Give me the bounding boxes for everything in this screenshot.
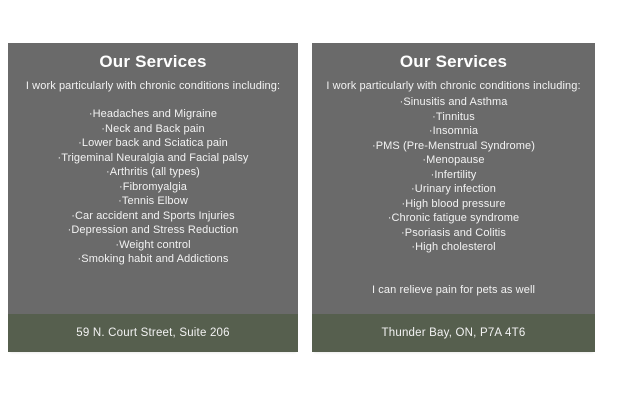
panel-subtitle: I work particularly with chronic conditions including:: [25, 80, 281, 92]
address-text: Thunder Bay, ON, P7A 4T6: [381, 327, 526, 339]
address-text: 59 N. Court Street, Suite 206: [76, 327, 230, 339]
address-bar: [312, 314, 595, 352]
list-item: ·Weight control: [115, 238, 191, 251]
list-item: ·Lower back and Sciatica pain: [78, 137, 228, 149]
services-list: [312, 95, 595, 255]
pets-note: I can relieve pain for pets as well: [371, 283, 536, 296]
list-item: ·PMS (Pre-Menstrual Syndrome): [371, 139, 536, 152]
list-item: ·Tennis Elbow: [118, 195, 188, 207]
list-item: ·Infertility: [430, 168, 477, 181]
list-item: ·Tinnitus: [432, 110, 475, 123]
list-item: ·Menopause: [422, 154, 485, 166]
address-bar: [8, 314, 298, 352]
list-item: ·High cholesterol: [411, 241, 496, 253]
services-list: [8, 107, 298, 267]
list-item: ·Fibromyalgia: [119, 180, 187, 193]
list-item: ·Depression and Stress Reduction: [67, 224, 239, 236]
list-item: ·Smoking habit and Addictions: [77, 253, 229, 265]
panel-title: Our Services: [99, 52, 207, 71]
panel-title: Our Services: [399, 52, 508, 71]
services-panel-left: [8, 43, 298, 352]
panel-body: [312, 43, 595, 314]
list-item: ·Arthritis (all types): [106, 166, 200, 178]
list-item: ·Headaches and Migraine: [88, 108, 218, 120]
list-item: ·Urinary infection: [411, 183, 496, 195]
list-item: ·Neck and Back pain: [101, 122, 205, 135]
panel-subtitle: I work particularly with chronic conditions including:: [326, 80, 581, 92]
list-item: ·Car accident and Sports Injuries: [71, 209, 235, 222]
list-item: ·Chronic fatigue syndrome: [387, 212, 520, 224]
list-item: ·Trigeminal Neuralgia and Facial palsy: [57, 151, 249, 164]
list-item: ·Sinusitis and Asthma: [399, 96, 508, 108]
list-item: ·Insomnia: [428, 125, 479, 137]
list-item: ·Psoriasis and Colitis: [401, 226, 506, 239]
panel-body: [8, 43, 298, 314]
services-panel-right: [312, 43, 595, 352]
list-item: ·High blood pressure: [401, 197, 506, 210]
